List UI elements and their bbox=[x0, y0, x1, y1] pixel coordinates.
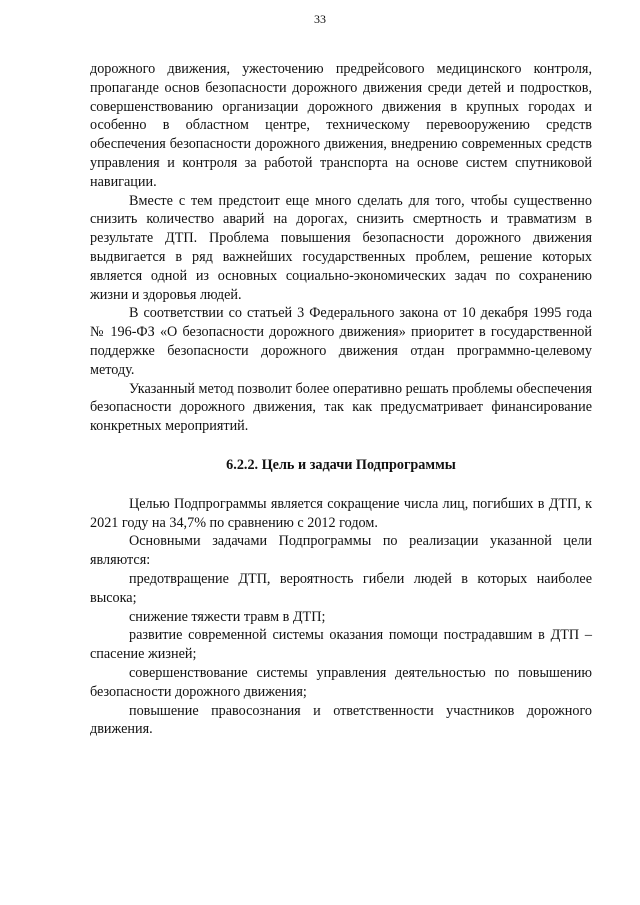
document-body bbox=[90, 60, 592, 739]
paragraph-tasks-intro: Основными задачами Подпрограммы по реализации указанной цели являются: bbox=[90, 533, 592, 569]
paragraph-federal-law: В соответствии со статьей 3 Федерального закона от 10 декабря 1995 года № 196-ФЗ «О безопасности дорожного движения» приоритет в государственной поддержке безопасности дорожного движения отдан программно-целевому методу. bbox=[90, 305, 592, 378]
task-item: повышение правосознания и ответственности участников дорожного движения. bbox=[90, 702, 592, 738]
task-item: снижение тяжести травм в ДТП; bbox=[129, 608, 326, 625]
task-item: совершенствование системы управления деятельностью по повышению безопасности дорожного движения; bbox=[90, 664, 592, 700]
paragraph-road-safety-problem: Вместе с тем предстоит еще много сделать для того, чтобы существенно снизить количество аварий на дорогах, снизить смертность и травматизм в результате ДТП. Проблема повышения безопасности дорожного движения выдвигается в ряд важнейших государственных проблем, решение которых является одной из основных социально-экономических задач по сохранению жизни и здоровья людей. bbox=[90, 192, 592, 303]
task-item: развитие современной системы оказания помощи пострадавшим в ДТП – спасение жизней; bbox=[90, 627, 592, 663]
paragraph-continuation: дорожного движения, ужесточению предрейсового медицинского контроля, пропаганде основ безопасности дорожного движения среди детей и подростков, совершенствованию организации дорожного движения в крупных городах и особенно в областном центре, техническому перевооружению средств обеспечения безопасности дорожного движения, внедрению современных средств управления и контроля за работой транспорта на основе систем спутниковой навигации. bbox=[90, 61, 592, 190]
page-number: 33 bbox=[314, 12, 326, 26]
task-item: предотвращение ДТП, вероятность гибели людей в которых наиболее высока; bbox=[90, 570, 592, 606]
paragraph-goal: Целью Подпрограммы является сокращение числа лиц, погибших в ДТП, к 2021 году на 34,7% по сравнению с 2012 годом. bbox=[90, 495, 592, 531]
paragraph-program-method: Указанный метод позволит более оперативно решать проблемы обеспечения безопасности дорожного движения, так как предусматривает финансирование конкретных мероприятий. bbox=[90, 380, 592, 435]
section-heading: 6.2.2. Цель и задачи Подпрограммы bbox=[226, 456, 456, 473]
